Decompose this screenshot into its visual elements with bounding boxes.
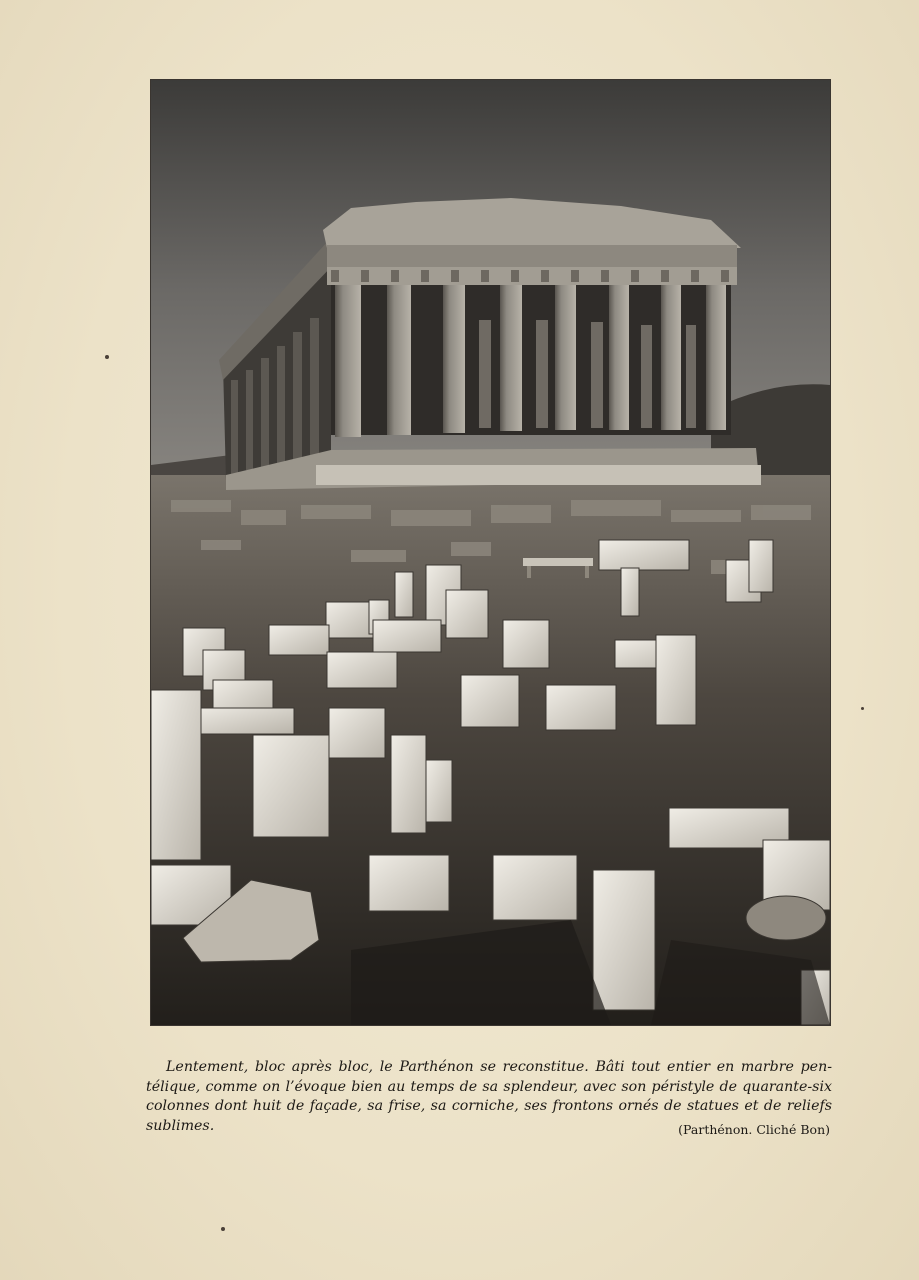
paper-speck [221, 1227, 225, 1231]
parthenon-photo-illustration [151, 80, 830, 1025]
caption-line-4: sublimes. [146, 1117, 215, 1134]
photo-credit: (Parthénon. Cliché Bon) [678, 1122, 830, 1137]
paper-speck [105, 355, 109, 359]
parthenon-photograph [151, 80, 830, 1025]
caption-line-2: télique, comme on l’évoque bien au temps de sa splendeur, avec son péristyle de quarante-six [146, 1078, 832, 1095]
caption-line-1: Lentement, bloc après bloc, le Parthénon se reconstitue. Bâti tout entier en marbre pen- [166, 1059, 832, 1075]
caption-line-3: colonnes dont huit de façade, sa frise, sa corniche, ses frontons ornés de statues et de reliefs [146, 1098, 832, 1114]
paper-speck [861, 707, 864, 710]
